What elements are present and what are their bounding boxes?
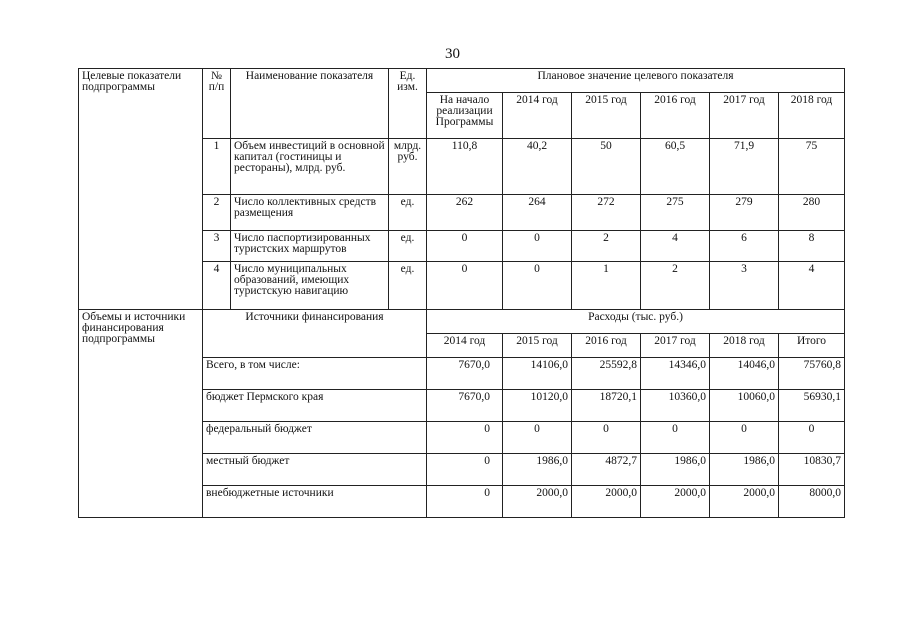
finance-value: 10120,0 — [503, 390, 572, 422]
finance-value: 1986,0 — [710, 454, 779, 486]
row-num: 1 — [203, 139, 231, 195]
col-num-header: № п/п — [203, 69, 231, 139]
subprogram-passport-table — [78, 68, 845, 518]
indicator-unit: млрд. руб. — [389, 139, 427, 195]
finance-value: 0 — [641, 422, 710, 454]
finance-value: 0 — [427, 486, 503, 518]
finance-value: 0 — [427, 454, 503, 486]
finance-value: 2000,0 — [710, 486, 779, 518]
indicator-name: Число коллективных средств размещения — [231, 195, 389, 231]
indicator-unit: ед. — [389, 195, 427, 231]
value-cell: 50 — [572, 139, 641, 195]
col-expenses-header: Расходы (тыс. руб.) — [427, 310, 845, 334]
finance-year-header: 2018 год — [710, 334, 779, 358]
finance-source-name: местный бюджет — [203, 454, 427, 486]
target-year-header: 2018 год — [779, 93, 845, 139]
value-cell: 279 — [710, 195, 779, 231]
finance-value: 10830,7 — [779, 454, 845, 486]
finance-value: 10360,0 — [641, 390, 710, 422]
finance-value: 10060,0 — [710, 390, 779, 422]
value-cell: 6 — [710, 231, 779, 262]
finance-value: 14346,0 — [641, 358, 710, 390]
col-name-header: Наименование показателя — [231, 69, 389, 139]
finance-year-header: Итого — [779, 334, 845, 358]
value-cell: 8 — [779, 231, 845, 262]
finance-section-label: Объемы и источники финансирования подпрограммы — [79, 310, 203, 518]
value-cell: 275 — [641, 195, 710, 231]
col-start-header: На начало реализации Программы — [427, 93, 503, 139]
row-num: 2 — [203, 195, 231, 231]
finance-value: 8000,0 — [779, 486, 845, 518]
finance-source-name: Всего, в том числе: — [203, 358, 427, 390]
value-cell: 2 — [572, 231, 641, 262]
finance-value: 25592,8 — [572, 358, 641, 390]
finance-value: 7670,0 — [427, 390, 503, 422]
indicator-unit: ед. — [389, 262, 427, 310]
finance-source-name: бюджет Пермского края — [203, 390, 427, 422]
value-cell: 4 — [779, 262, 845, 310]
finance-value: 56930,1 — [779, 390, 845, 422]
value-cell: 280 — [779, 195, 845, 231]
indicator-name: Число паспортизированных туристских маршрутов — [231, 231, 389, 262]
value-start: 262 — [427, 195, 503, 231]
finance-value: 75760,8 — [779, 358, 845, 390]
finance-value: 7670,0 — [427, 358, 503, 390]
value-cell: 75 — [779, 139, 845, 195]
value-cell: 0 — [503, 262, 572, 310]
finance-year-header: 2016 год — [572, 334, 641, 358]
value-cell: 272 — [572, 195, 641, 231]
target-year-header: 2014 год — [503, 93, 572, 139]
target-year-header: 2015 год — [572, 93, 641, 139]
finance-value: 0 — [779, 422, 845, 454]
finance-value: 0 — [710, 422, 779, 454]
finance-value: 0 — [427, 422, 503, 454]
finance-value: 1986,0 — [641, 454, 710, 486]
value-cell: 264 — [503, 195, 572, 231]
value-cell: 3 — [710, 262, 779, 310]
finance-value: 2000,0 — [503, 486, 572, 518]
value-cell: 40,2 — [503, 139, 572, 195]
col-sources-header: Источники финансирования — [203, 310, 427, 358]
target-year-header: 2016 год — [641, 93, 710, 139]
finance-value: 0 — [503, 422, 572, 454]
row-num: 4 — [203, 262, 231, 310]
finance-year-header: 2017 год — [641, 334, 710, 358]
col-unit-header: Ед. изм. — [389, 69, 427, 139]
finance-value: 4872,7 — [572, 454, 641, 486]
value-cell: 2 — [641, 262, 710, 310]
value-start: 0 — [427, 231, 503, 262]
finance-value: 18720,1 — [572, 390, 641, 422]
value-cell: 1 — [572, 262, 641, 310]
indicator-unit: ед. — [389, 231, 427, 262]
finance-value: 2000,0 — [641, 486, 710, 518]
row-num: 3 — [203, 231, 231, 262]
finance-value: 0 — [572, 422, 641, 454]
indicator-name: Объем инвестиций в основной капитал (гостиницы и рестораны), млрд. руб. — [231, 139, 389, 195]
targets-section-label: Целевые показатели подпрограммы — [79, 69, 203, 310]
value-cell: 60,5 — [641, 139, 710, 195]
target-year-header: 2017 год — [710, 93, 779, 139]
finance-value: 14106,0 — [503, 358, 572, 390]
value-cell: 0 — [503, 231, 572, 262]
value-start: 0 — [427, 262, 503, 310]
finance-value: 1986,0 — [503, 454, 572, 486]
finance-year-header: 2014 год — [427, 334, 503, 358]
finance-year-header: 2015 год — [503, 334, 572, 358]
finance-value: 2000,0 — [572, 486, 641, 518]
finance-value: 14046,0 — [710, 358, 779, 390]
value-cell: 71,9 — [710, 139, 779, 195]
indicator-name: Число муниципальных образований, имеющих туристскую навигацию — [231, 262, 389, 310]
col-plan-header: Плановое значение целевого показателя — [427, 69, 845, 93]
value-cell: 4 — [641, 231, 710, 262]
page-number: 30 — [445, 46, 460, 62]
finance-source-name: внебюджетные источники — [203, 486, 427, 518]
value-start: 110,8 — [427, 139, 503, 195]
finance-source-name: федеральный бюджет — [203, 422, 427, 454]
